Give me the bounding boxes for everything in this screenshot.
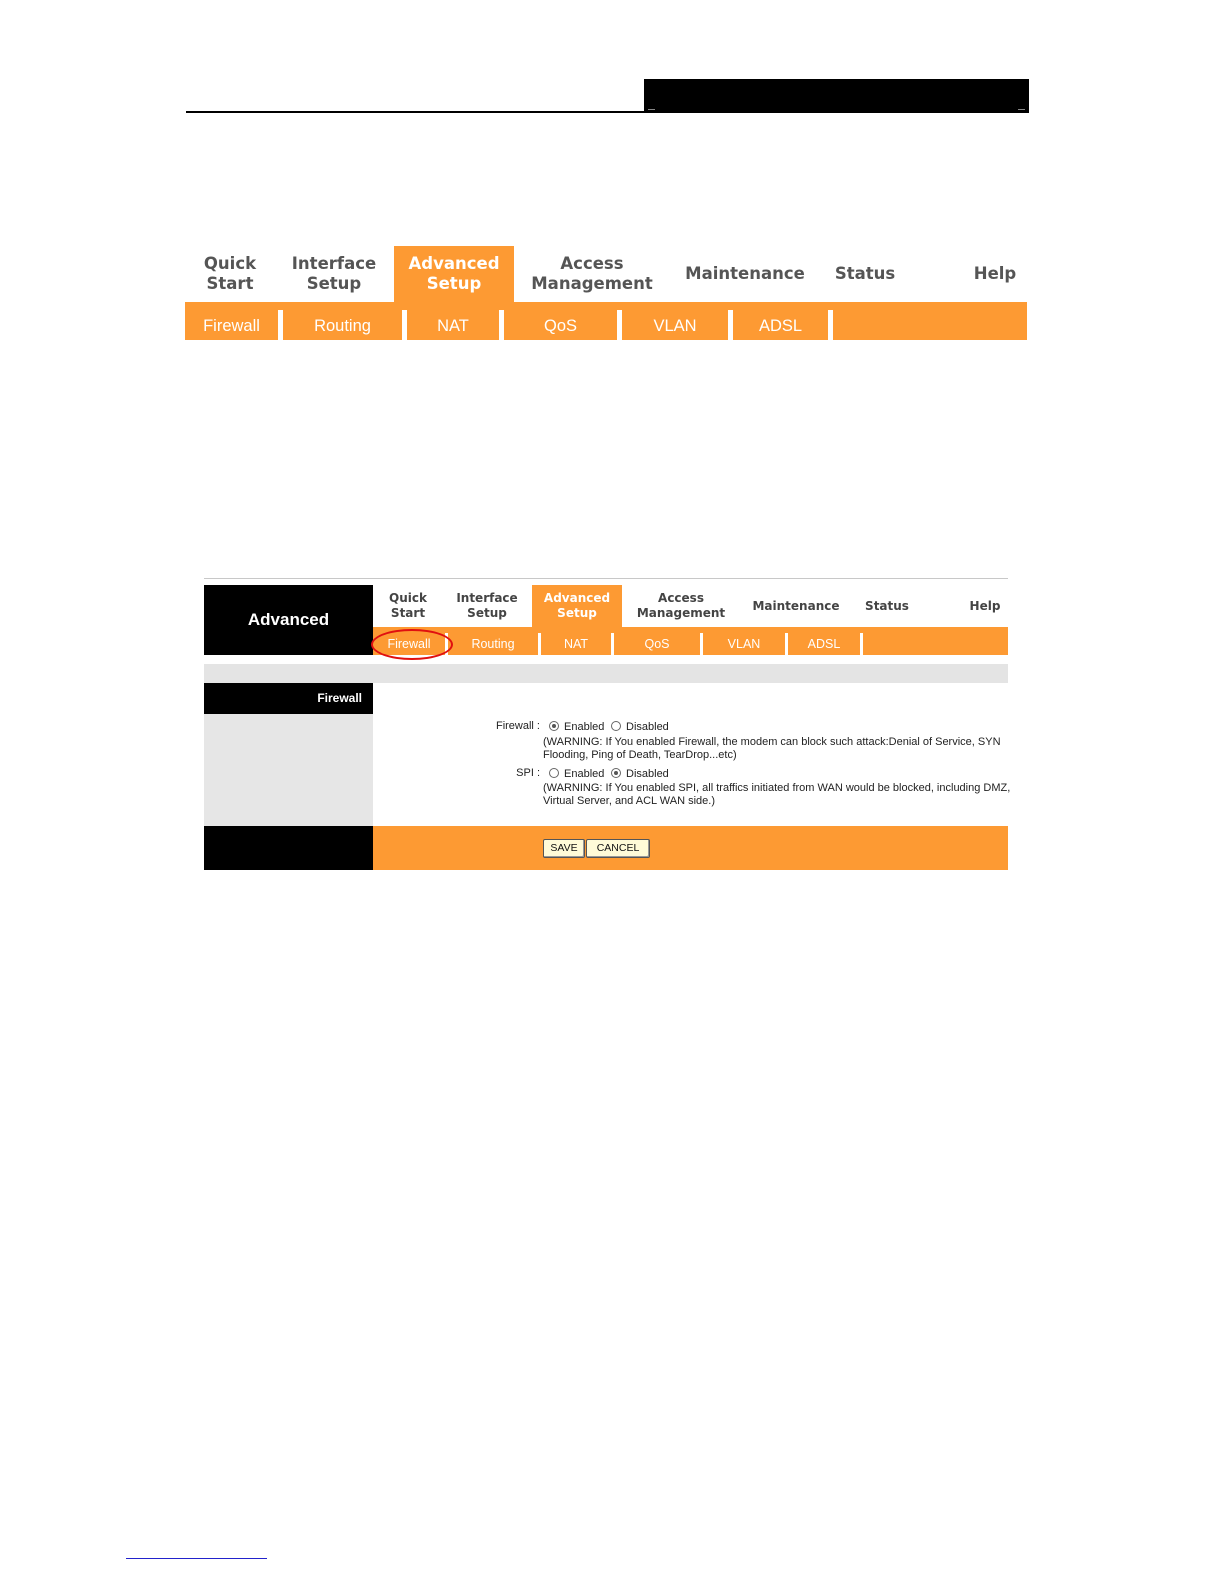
tab-quick-start[interactable]: Quick Start	[389, 591, 427, 620]
subtab-routing[interactable]: Routing	[471, 637, 515, 651]
subtab-firewall[interactable]: Firewall	[387, 637, 431, 651]
subtab-vlan[interactable]: VLAN	[727, 637, 761, 651]
spi-disabled-label: Disabled	[626, 768, 669, 780]
highlight-circle	[371, 629, 453, 660]
tab-access-management[interactable]: Access Management	[531, 254, 653, 293]
section-logo: Advanced	[204, 585, 373, 655]
top-rule	[204, 578, 1008, 579]
subtab-nat[interactable]: NAT	[437, 317, 469, 335]
firewall-disabled-label: Disabled	[626, 721, 669, 733]
tab-interface-setup[interactable]: Interface Setup	[291, 254, 377, 293]
subtab-qos[interactable]: QoS	[644, 637, 670, 651]
subtab-nat[interactable]: NAT	[563, 637, 589, 651]
firewall-enabled-label: Enabled	[564, 721, 605, 733]
gray-band	[204, 664, 1008, 683]
save-button[interactable]: SAVE	[543, 839, 585, 858]
subtab-qos[interactable]: QoS	[543, 317, 578, 335]
firewall-enabled-radio[interactable]	[549, 721, 559, 731]
tab-maintenance[interactable]: Maintenance	[685, 264, 805, 283]
cancel-button[interactable]: CANCEL	[586, 839, 650, 858]
subtab-firewall[interactable]: Firewall	[203, 317, 260, 335]
submenu-bar	[373, 627, 1008, 655]
tab-help[interactable]: Help	[969, 598, 1001, 613]
sidebar-panel	[204, 714, 373, 826]
firewall-disabled-radio[interactable]	[611, 721, 621, 731]
tab-help[interactable]: Help	[973, 264, 1017, 283]
sidebar-section-title: Firewall	[204, 683, 373, 714]
footnote-rule	[126, 1558, 267, 1559]
header-rule	[186, 111, 1029, 113]
subtab-adsl[interactable]: ADSL	[807, 637, 841, 651]
tab-access-management[interactable]: Access Management	[636, 591, 726, 620]
header-black-bar	[644, 79, 1029, 112]
spi-enabled-label: Enabled	[564, 768, 605, 780]
tab-quick-start[interactable]: Quick Start	[203, 254, 257, 293]
spi-warning: (WARNING: If You enabled SPI, all traffics initiated from WAN would be blocked, including DMZ, Virtual Server, and ACL WAN side.)	[543, 782, 1011, 807]
footer-left	[204, 826, 373, 870]
tab-interface-setup[interactable]: Interface Setup	[456, 591, 518, 620]
firewall-warning: (WARNING: If You enabled Firewall, the modem can block such attack:Denial of Service, SYN Flooding, Ping of Death, TearDrop...etc)	[543, 736, 1001, 761]
tab-advanced-setup[interactable]: Advanced Setup	[532, 585, 622, 627]
spi-label: SPI :	[516, 767, 540, 779]
spi-disabled-radio[interactable]	[611, 768, 621, 778]
tab-status[interactable]: Status	[865, 598, 909, 613]
spi-enabled-radio[interactable]	[549, 768, 559, 778]
footer-bar	[373, 826, 1008, 870]
tab-status[interactable]: Status	[834, 264, 896, 283]
firewall-label: Firewall :	[495, 720, 540, 732]
subtab-vlan[interactable]: VLAN	[653, 317, 697, 335]
tab-maintenance[interactable]: Maintenance	[752, 598, 840, 613]
subtab-routing[interactable]: Routing	[314, 317, 371, 335]
subtab-adsl[interactable]: ADSL	[758, 317, 803, 335]
tab-advanced-setup[interactable]: Advanced Setup	[394, 246, 514, 302]
submenu-bar	[185, 302, 1027, 340]
